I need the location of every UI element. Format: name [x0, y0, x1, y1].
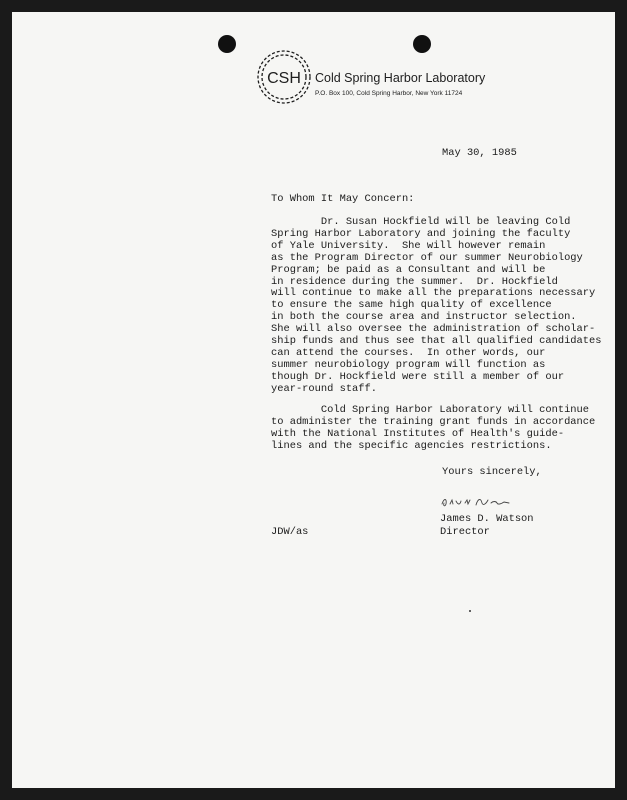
text-line: can attend the courses. In other words, our [271, 346, 546, 359]
text-line: in residence during the summer. Dr. Hockfield [271, 275, 558, 288]
closing: Yours sincerely, [442, 466, 542, 478]
text-line: as the Program Director of our summer Neurobiology [271, 251, 583, 264]
org-address: P.O. Box 100, Cold Spring Harbor, New York 11724 [315, 90, 463, 97]
text-line: of Yale University. She will however remain [271, 239, 546, 252]
text-line: with the National Institutes of Health's guide- [271, 427, 565, 440]
text-line: year-round staff. [271, 382, 378, 395]
text-line: summer neurobiology program will function as [271, 358, 546, 371]
handwritten-signature [439, 492, 513, 510]
text-line: lines and the specific agencies restrictions. [271, 439, 552, 452]
org-name: Cold Spring Harbor Laboratory [315, 71, 486, 85]
text-line: in both the course area and instructor selection. [271, 311, 577, 324]
text-line: Spring Harbor Laboratory and joining the faculty [271, 227, 571, 240]
text-line: will continue to make all the preparations necessary [271, 287, 596, 300]
text-line: Cold Spring Harbor Laboratory will continue [271, 404, 590, 416]
text-line: to ensure the same high quality of excellence [271, 299, 552, 312]
csh-logo [255, 48, 313, 106]
punch-hole-left [218, 35, 236, 53]
signer-name: James D. Watson [440, 513, 534, 525]
text-line: Dr. Susan Hockfield will be leaving Cold [271, 216, 571, 228]
text-line: though Dr. Hockfield were still a member of our [271, 370, 565, 383]
body-paragraph-2 [271, 405, 595, 453]
letter-date: May 30, 1985 [442, 147, 517, 159]
punch-hole-right [413, 35, 431, 53]
text-line: ship funds and thus see that all qualified candidates [271, 335, 602, 348]
letter-page [12, 12, 615, 788]
signer-title: Director [440, 526, 490, 538]
text-line: to administer the training grant funds in accordance [271, 415, 596, 428]
text-line: Program; be paid as a Consultant and will be [271, 263, 546, 276]
salutation: To Whom It May Concern: [271, 193, 415, 205]
text-line: She will also oversee the administration of scholar- [271, 323, 596, 336]
paper-speck [469, 610, 471, 612]
body-paragraph-1 [271, 217, 601, 396]
logo-text: CSH [267, 70, 301, 87]
typist-initials: JDW/as [271, 526, 309, 538]
